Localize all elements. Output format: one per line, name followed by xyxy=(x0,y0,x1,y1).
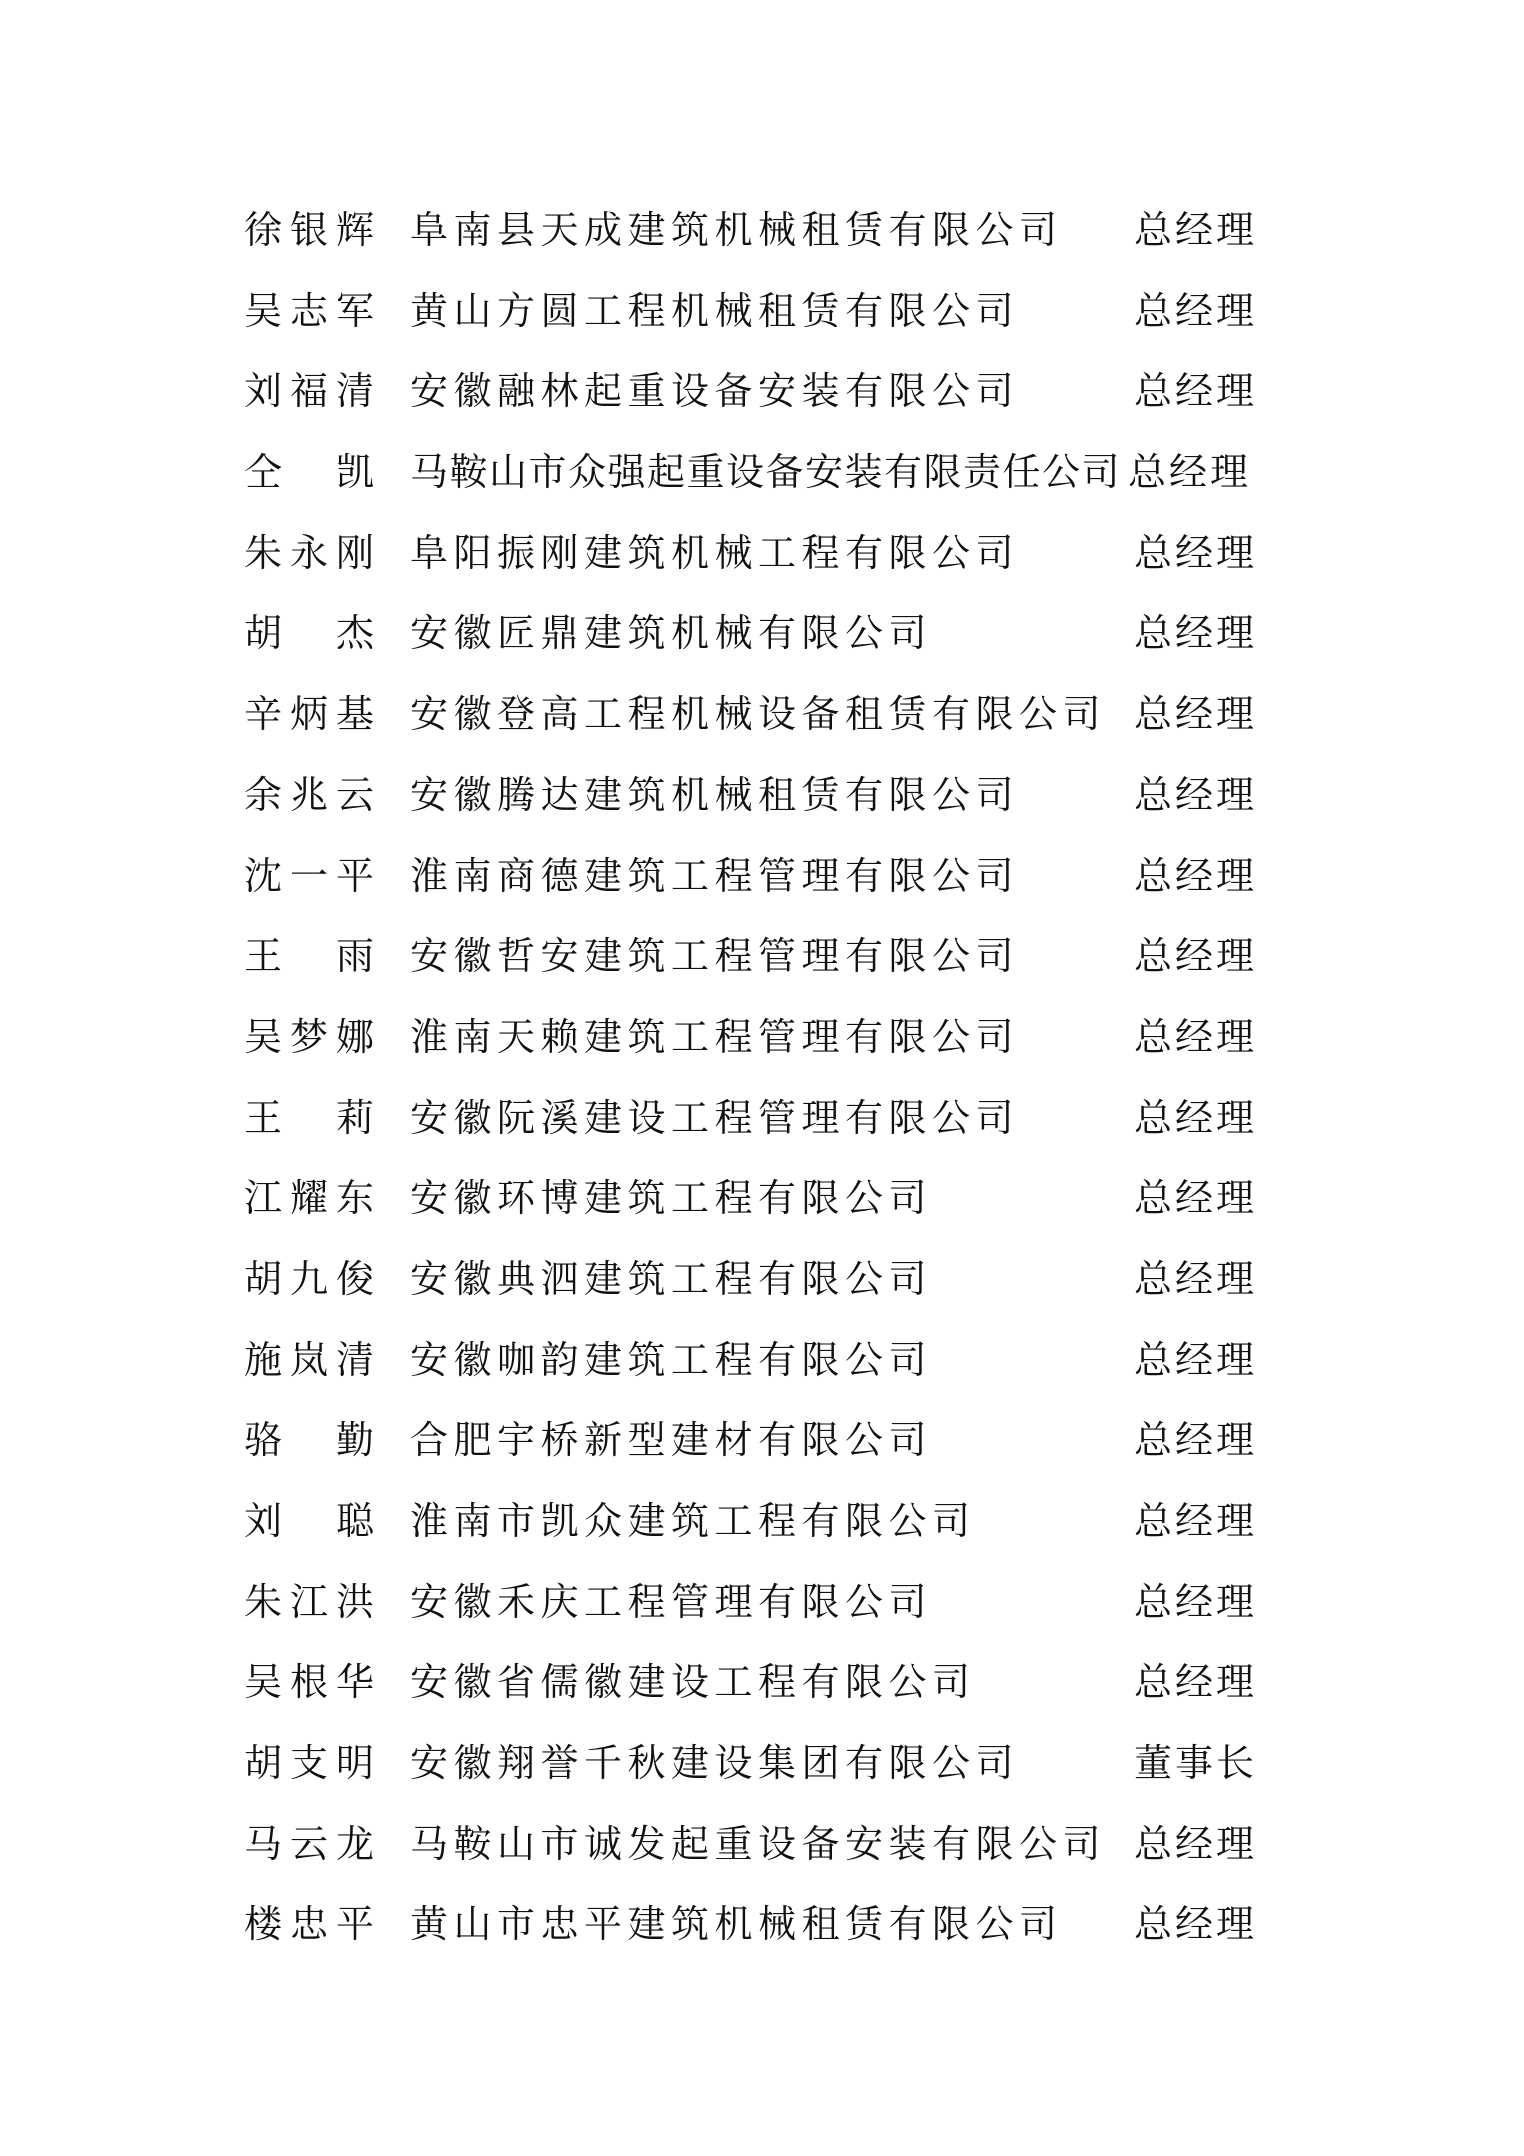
job-title: 总经理 xyxy=(1134,1256,1258,1301)
company-name: 淮南商德建筑工程管理有限公司 xyxy=(410,853,1020,898)
job-title: 总经理 xyxy=(1134,1337,1258,1382)
person-name: 吴 志 军 xyxy=(244,288,374,333)
job-title: 总经理 xyxy=(1134,369,1258,414)
person-name: 徐 银 辉 xyxy=(244,208,374,252)
person-name: 楼 忠 平 xyxy=(244,1902,374,1947)
list-item xyxy=(0,1723,1524,1804)
company-name: 安徽咖韵建筑工程有限公司 xyxy=(410,1337,933,1382)
person-name: 马 云 龙 xyxy=(244,1821,374,1866)
company-name: 马鞍山市诚发起重设备安装有限公司 xyxy=(410,1821,1107,1866)
company-name: 安徽省儒徽建设工程有限公司 xyxy=(410,1660,976,1705)
company-name: 淮南市凯众建筑工程有限公司 xyxy=(410,1499,976,1543)
company-name: 阜南县天成建筑机械租赁有限公司 xyxy=(410,208,1063,252)
list-item xyxy=(0,836,1524,917)
list-item xyxy=(0,1884,1524,1965)
job-title: 总经理 xyxy=(1134,934,1258,979)
list-item xyxy=(0,1239,1524,1320)
job-title: 董事长 xyxy=(1134,1741,1258,1786)
company-name: 安徽登高工程机械设备租赁有限公司 xyxy=(410,692,1107,737)
job-title: 总经理 xyxy=(1134,853,1258,898)
list-item xyxy=(0,1078,1524,1159)
list-item xyxy=(0,1562,1524,1643)
list-item xyxy=(0,755,1524,836)
job-title: 总经理 xyxy=(1134,611,1258,656)
job-title: 总经理 xyxy=(1134,1014,1258,1059)
person-name: 辛 炳 基 xyxy=(244,692,374,737)
list-item xyxy=(0,1804,1524,1885)
person-name: 刘 聪 xyxy=(244,1499,374,1543)
person-name: 王 莉 xyxy=(244,1095,374,1140)
person-name: 朱 江 洪 xyxy=(244,1579,374,1624)
person-name: 施 岚 清 xyxy=(244,1337,374,1382)
company-name: 安徽翔誉千秋建设集团有限公司 xyxy=(410,1741,1020,1786)
person-name: 朱 永 刚 xyxy=(244,530,374,575)
job-title: 总经理 xyxy=(1134,692,1258,737)
list-item xyxy=(0,432,1524,513)
list-item xyxy=(0,1642,1524,1723)
person-name: 吴 根 华 xyxy=(244,1660,374,1705)
job-title: 总经理 xyxy=(1134,1176,1258,1221)
person-name: 沈 一 平 xyxy=(244,853,374,898)
person-name: 吴 梦 娜 xyxy=(244,1014,374,1059)
list-item xyxy=(0,351,1524,432)
job-title: 总经理 xyxy=(1134,1499,1258,1543)
list-item xyxy=(0,1481,1524,1562)
company-name: 安徽腾达建筑机械租赁有限公司 xyxy=(410,772,1020,817)
person-name: 骆 勤 xyxy=(244,1418,374,1463)
job-title: 总经理 xyxy=(1134,1579,1258,1624)
person-name: 胡 支 明 xyxy=(244,1741,374,1786)
company-name: 安徽哲安建筑工程管理有限公司 xyxy=(410,934,1020,979)
list-item xyxy=(0,1400,1524,1481)
company-name: 马鞍山市众强起重设备安装有限责任公司 xyxy=(410,450,1122,495)
person-name: 余 兆 云 xyxy=(244,772,374,817)
job-title: 总经理 xyxy=(1134,1095,1258,1140)
job-title: 总经理 xyxy=(1134,1902,1258,1947)
company-name: 安徽融林起重设备安装有限公司 xyxy=(410,369,1020,414)
company-name: 黄山方圆工程机械租赁有限公司 xyxy=(410,288,1020,333)
company-name: 阜阳振刚建筑机械工程有限公司 xyxy=(410,530,1020,575)
list-item xyxy=(0,593,1524,674)
company-name: 安徽环博建筑工程有限公司 xyxy=(410,1176,933,1221)
job-title: 总经理 xyxy=(1134,1821,1258,1866)
job-title: 总经理 xyxy=(1134,288,1258,333)
list-item xyxy=(0,916,1524,997)
list-item xyxy=(0,1158,1524,1239)
list-item xyxy=(0,513,1524,594)
company-name: 安徽典泗建筑工程有限公司 xyxy=(410,1256,933,1301)
company-name: 淮南天赖建筑工程管理有限公司 xyxy=(410,1014,1020,1059)
company-name: 黄山市忠平建筑机械租赁有限公司 xyxy=(410,1902,1063,1947)
person-name: 仝 凯 xyxy=(244,450,374,495)
company-name: 安徽匠鼎建筑机械有限公司 xyxy=(410,611,933,656)
company-name: 安徽禾庆工程管理有限公司 xyxy=(410,1579,933,1624)
company-name: 合肥宇桥新型建材有限公司 xyxy=(410,1418,933,1463)
job-title: 总经理 xyxy=(1134,1660,1258,1705)
company-name: 安徽阮溪建设工程管理有限公司 xyxy=(410,1095,1020,1140)
list-item xyxy=(0,190,1524,271)
job-title: 总经理 xyxy=(1134,530,1258,575)
job-title: 总经理 xyxy=(1134,208,1258,252)
list-item xyxy=(0,674,1524,755)
person-name: 胡 九 俊 xyxy=(244,1256,374,1301)
job-title: 总经理 xyxy=(1134,772,1258,817)
job-title: 总经理 xyxy=(1128,450,1252,495)
list-item xyxy=(0,271,1524,352)
personnel-list xyxy=(0,190,1524,1965)
list-item xyxy=(0,1320,1524,1401)
list-item xyxy=(0,997,1524,1078)
job-title: 总经理 xyxy=(1134,1418,1258,1463)
person-name: 王 雨 xyxy=(244,934,374,979)
person-name: 江 耀 东 xyxy=(244,1176,374,1221)
person-name: 刘 福 清 xyxy=(244,369,374,414)
person-name: 胡 杰 xyxy=(244,611,374,656)
